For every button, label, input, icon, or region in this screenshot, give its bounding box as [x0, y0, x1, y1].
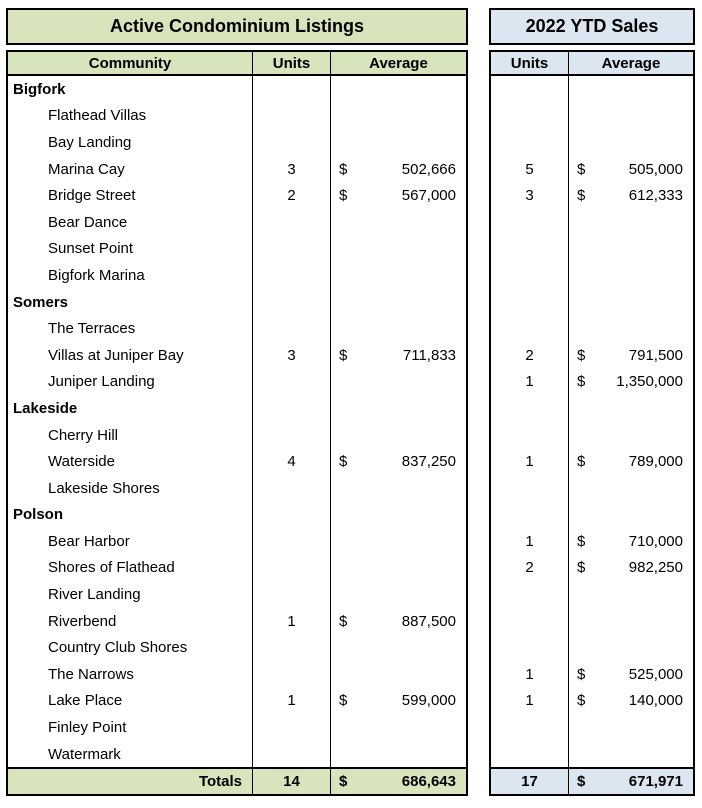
average-cell [569, 688, 693, 715]
listing-group-row [8, 289, 466, 316]
average-cell [569, 236, 693, 263]
listing-row [8, 342, 466, 369]
average-cell [569, 581, 693, 608]
units-cell [253, 369, 331, 396]
units-cell [253, 236, 331, 263]
average-cell [331, 714, 466, 741]
sales-row [491, 714, 693, 741]
totals-average-value: 686,643 [401, 773, 456, 791]
average-cell [331, 608, 466, 635]
active-listings-totals-row [8, 767, 466, 794]
community-cell: Bear Harbor [8, 528, 253, 555]
dollar-sign: $ [339, 453, 348, 471]
average-cell [569, 528, 693, 555]
average-cell [569, 209, 693, 236]
average-cell [331, 555, 466, 582]
average-value: 791,500 [628, 346, 683, 364]
average-value: 612,333 [628, 187, 683, 205]
sales-row [491, 608, 693, 635]
average-value: 789,000 [628, 453, 683, 471]
units-cell: 1 [253, 688, 331, 715]
units-cell [253, 209, 331, 236]
community-cell: River Landing [8, 581, 253, 608]
units-cell: 5 [491, 156, 569, 183]
average-cell [569, 634, 693, 661]
average-column-header: Average [601, 54, 661, 72]
sales-row [491, 129, 693, 156]
average-value: 599,000 [401, 692, 456, 710]
community-cell: Finley Point [8, 714, 253, 741]
listing-row [8, 688, 466, 715]
units-cell: 1 [491, 528, 569, 555]
community-cell: Sunset Point [8, 236, 253, 263]
average-value: 567,000 [401, 187, 456, 205]
units-cell: 2 [253, 182, 331, 209]
sales-row [491, 209, 693, 236]
community-cell: Bigfork [8, 76, 253, 103]
units-cell [253, 395, 331, 422]
average-cell [569, 369, 693, 396]
totals-average-cell [569, 769, 693, 794]
sales-row [491, 103, 693, 130]
listing-row [8, 475, 466, 502]
units-cell: 1 [491, 661, 569, 688]
units-cell [491, 422, 569, 449]
dollar-sign: $ [339, 612, 348, 630]
listing-row [8, 209, 466, 236]
sales-row [491, 369, 693, 396]
dollar-sign: $ [577, 665, 586, 683]
sales-row [491, 448, 693, 475]
listing-row [8, 661, 466, 688]
dollar-sign: $ [577, 559, 586, 577]
units-cell: 1 [491, 369, 569, 396]
sales-group-row [491, 289, 693, 316]
units-cell [491, 76, 569, 103]
units-cell [491, 289, 569, 316]
units-cell: 1 [253, 608, 331, 635]
dollar-sign: $ [339, 187, 348, 205]
units-cell [491, 581, 569, 608]
dollar-sign: $ [339, 773, 348, 791]
average-cell [331, 395, 466, 422]
listing-row [8, 129, 466, 156]
average-cell [331, 129, 466, 156]
listing-row [8, 182, 466, 209]
community-cell: Lake Place [8, 688, 253, 715]
active-listings-table [6, 8, 468, 796]
listing-row [8, 315, 466, 342]
community-cell: Waterside [8, 448, 253, 475]
dollar-sign: $ [577, 160, 586, 178]
average-cell [331, 236, 466, 263]
average-cell [569, 182, 693, 209]
sales-row [491, 528, 693, 555]
listing-row [8, 608, 466, 635]
dollar-sign: $ [577, 346, 586, 364]
dollar-sign: $ [339, 160, 348, 178]
dollar-sign: $ [577, 373, 586, 391]
average-cell [569, 129, 693, 156]
average-cell [331, 156, 466, 183]
units-cell [253, 422, 331, 449]
ytd-sales-table [489, 8, 695, 796]
sales-row [491, 236, 693, 263]
units-cell: 4 [253, 448, 331, 475]
sales-group-row [491, 395, 693, 422]
units-cell [491, 634, 569, 661]
average-value: 502,666 [401, 160, 456, 178]
average-value: 887,500 [401, 612, 456, 630]
average-value: 711,833 [402, 346, 456, 364]
sales-row [491, 581, 693, 608]
units-cell [253, 528, 331, 555]
sales-row [491, 688, 693, 715]
units-cell: 1 [491, 688, 569, 715]
average-cell [569, 289, 693, 316]
listing-row [8, 714, 466, 741]
listing-row [8, 581, 466, 608]
units-cell [491, 315, 569, 342]
average-cell [331, 634, 466, 661]
community-cell: Somers [8, 289, 253, 316]
listing-row [8, 262, 466, 289]
community-column-header: Community [8, 52, 253, 74]
dollar-sign: $ [339, 346, 348, 364]
average-cell [569, 741, 693, 768]
sales-row [491, 262, 693, 289]
units-cell [253, 262, 331, 289]
ytd-sales-grid [489, 50, 695, 796]
units-cell: 1 [491, 448, 569, 475]
units-cell [253, 661, 331, 688]
totals-units-value: 17 [491, 769, 569, 794]
sales-row [491, 741, 693, 768]
units-cell [253, 289, 331, 316]
average-cell [331, 448, 466, 475]
average-cell [331, 661, 466, 688]
ytd-sales-header-row [491, 52, 693, 76]
sales-row [491, 315, 693, 342]
average-cell [569, 315, 693, 342]
average-cell [331, 262, 466, 289]
community-cell: Polson [8, 502, 253, 529]
units-cell [253, 315, 331, 342]
average-cell [331, 209, 466, 236]
totals-average-cell [331, 769, 466, 794]
sales-row [491, 182, 693, 209]
community-cell: Marina Cay [8, 156, 253, 183]
average-value: 505,000 [628, 160, 683, 178]
sales-row [491, 342, 693, 369]
average-cell [569, 103, 693, 130]
dollar-sign: $ [577, 187, 586, 205]
ytd-sales-body [491, 76, 693, 767]
units-cell [491, 475, 569, 502]
average-value: 710,000 [628, 532, 683, 550]
community-cell: Villas at Juniper Bay [8, 342, 253, 369]
average-value: 1,350,000 [616, 373, 683, 391]
units-cell [253, 741, 331, 768]
community-cell: Riverbend [8, 608, 253, 635]
average-cell [569, 422, 693, 449]
community-cell: Shores of Flathead [8, 555, 253, 582]
units-cell [253, 129, 331, 156]
listing-group-row [8, 395, 466, 422]
average-cell [331, 581, 466, 608]
community-cell: Watermark [8, 741, 253, 768]
units-cell [491, 502, 569, 529]
average-cell [331, 688, 466, 715]
dollar-sign: $ [577, 453, 586, 471]
average-value: 140,000 [628, 692, 683, 710]
active-listings-header-row [8, 52, 466, 76]
dollar-sign: $ [577, 692, 586, 710]
average-cell [569, 475, 693, 502]
average-cell [331, 315, 466, 342]
community-cell: Lakeside Shores [8, 475, 253, 502]
average-cell [331, 475, 466, 502]
sales-row [491, 634, 693, 661]
listing-group-row [8, 76, 466, 103]
units-cell: 3 [491, 182, 569, 209]
average-cell [331, 502, 466, 529]
units-cell [491, 209, 569, 236]
units-cell [491, 262, 569, 289]
average-cell [569, 342, 693, 369]
units-column-header: Units [491, 52, 569, 74]
average-cell [331, 528, 466, 555]
average-value: 525,000 [628, 665, 683, 683]
totals-label: Totals [8, 769, 253, 794]
average-cell [569, 76, 693, 103]
average-cell [569, 156, 693, 183]
sales-row [491, 555, 693, 582]
units-cell: 2 [491, 342, 569, 369]
average-cell [569, 661, 693, 688]
average-cell [331, 289, 466, 316]
units-cell [491, 395, 569, 422]
active-listings-grid [6, 50, 468, 796]
units-cell [253, 581, 331, 608]
average-cell [331, 76, 466, 103]
sales-row [491, 475, 693, 502]
community-cell: Country Club Shores [8, 634, 253, 661]
units-cell [491, 236, 569, 263]
listing-row [8, 634, 466, 661]
ytd-sales-title: 2022 YTD Sales [489, 8, 695, 45]
units-cell [253, 714, 331, 741]
average-cell [569, 448, 693, 475]
units-column-header: Units [253, 52, 331, 74]
sales-row [491, 661, 693, 688]
average-cell [331, 369, 466, 396]
community-cell: Bridge Street [8, 182, 253, 209]
listing-row [8, 422, 466, 449]
units-cell: 3 [253, 156, 331, 183]
active-listings-title: Active Condominium Listings [6, 8, 468, 45]
average-cell [331, 182, 466, 209]
average-cell [331, 422, 466, 449]
units-cell [253, 634, 331, 661]
average-cell [569, 262, 693, 289]
community-cell: Bigfork Marina [8, 262, 253, 289]
average-cell [569, 714, 693, 741]
average-column-header: Average [369, 54, 428, 72]
average-cell [331, 342, 466, 369]
community-cell: Bay Landing [8, 129, 253, 156]
community-cell: Lakeside [8, 395, 253, 422]
listing-row [8, 555, 466, 582]
active-listings-body [8, 76, 466, 767]
listing-row [8, 741, 466, 768]
average-cell [569, 555, 693, 582]
sales-row [491, 156, 693, 183]
listing-row [8, 236, 466, 263]
units-cell [491, 103, 569, 130]
sales-row [491, 422, 693, 449]
units-cell [253, 502, 331, 529]
dollar-sign: $ [339, 692, 348, 710]
average-cell [569, 395, 693, 422]
average-cell [331, 103, 466, 130]
totals-units-value: 14 [253, 769, 331, 794]
sales-group-row [491, 76, 693, 103]
units-cell [491, 741, 569, 768]
units-cell [253, 555, 331, 582]
units-cell [491, 608, 569, 635]
listing-row [8, 448, 466, 475]
listing-row [8, 156, 466, 183]
units-cell [491, 129, 569, 156]
average-cell [331, 741, 466, 768]
listing-row [8, 528, 466, 555]
totals-average-value: 671,971 [628, 773, 683, 791]
ytd-sales-totals-row [491, 767, 693, 794]
community-cell: The Terraces [8, 315, 253, 342]
community-cell: Flathead Villas [8, 103, 253, 130]
units-cell [491, 714, 569, 741]
listing-group-row [8, 502, 466, 529]
community-cell: Cherry Hill [8, 422, 253, 449]
units-cell [253, 103, 331, 130]
community-cell: Juniper Landing [8, 369, 253, 396]
community-cell: Bear Dance [8, 209, 253, 236]
average-cell [569, 608, 693, 635]
average-value: 982,250 [628, 559, 683, 577]
listing-row [8, 369, 466, 396]
sales-group-row [491, 502, 693, 529]
listing-row [8, 103, 466, 130]
community-cell: The Narrows [8, 661, 253, 688]
dollar-sign: $ [577, 773, 586, 791]
units-cell [253, 76, 331, 103]
units-cell [253, 475, 331, 502]
units-cell: 3 [253, 342, 331, 369]
average-cell [569, 502, 693, 529]
average-value: 837,250 [401, 453, 456, 471]
dollar-sign: $ [577, 532, 586, 550]
units-cell: 2 [491, 555, 569, 582]
